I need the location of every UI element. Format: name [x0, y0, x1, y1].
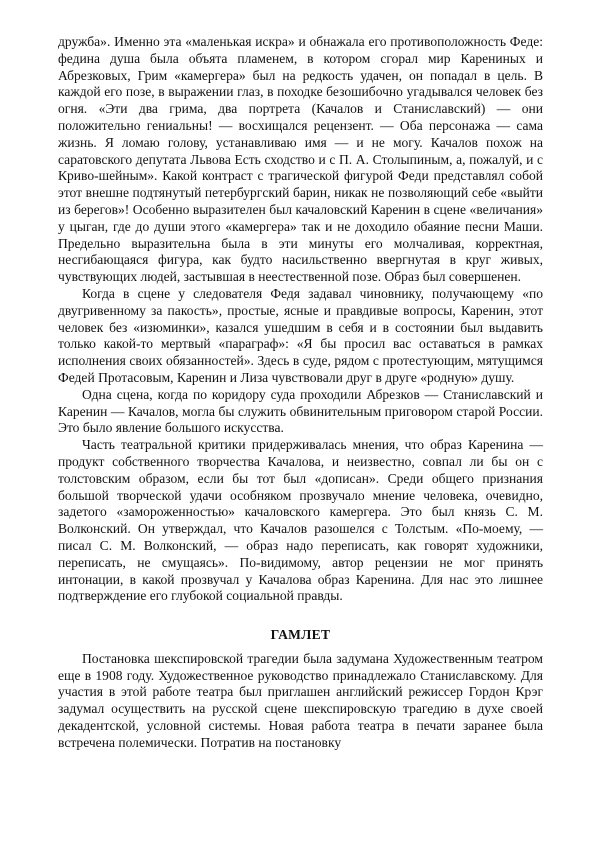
section-title: ГАМЛЕТ [270, 627, 331, 643]
paragraph-criticism: Часть театральной критики придерживалась мнения, что образ Каренина — продукт собственного творчества Качалова, и неизвестно, совпал ли бы он с толстовским образом, если бы тот был «дописан». Среди общего признания большой творческой удачи особняком прозвучало мнение человека, очевидно, задетого «замороженностью» качаловского камергера. Это был князь С. М. Волконский. Он утверждал, что Качалов разошелся с Толстым. «По-моему, — писал С. М. Волконский, — образ надо переписать, как говорят художники, переписать, не смущаясь». По-видимому, автор рецензии не мог принять интонации, в какой прозвучал у Качалова образ Каренина. Для нас это лишнее подтверждение его глубокой социальной правды. [58, 437, 543, 604]
paragraph-hamlet-intro: Постановка шекспировской трагедии была задумана Художественным театром еще в 1908 году. Художественное руководство принадлежало Станиславскому. Для участия в этой работе театра был приглашен английский режиссер Гордон Крэг задумал осуществить на русской сцене шекспировскую трагедию в духе своей декадентской, условной системы. Новая работа театра в печати заранее была встречена полемически. Потратив на постановку [58, 650, 543, 750]
paragraph-corridor-scene: Одна сцена, когда по коридору суда проходили Абрезков — Станиславский и Каренин — Качалов, могла бы служить обвинительным приговором старой России. Это было явление большого искусства. [58, 386, 543, 436]
paragraph-continuation: дружба». Именно эта «маленькая искра» и обнажала его противоположность Феде: федина душа была объята пламенем, в котором сгорал мир Карениных и Абрезковых, Грим «камергера» был на редкость удачен, он попадал в цель. В каждой его позе, в выражении глаз, в походке безошибочно угадывался человек без огня. «Эти два грима, два портрета (Качалов и Станиславский) — они положительно гениальны! — восхищался рецензент. — Оба персонажа — сама жизнь. Я ломаю голову, устанавливаю имя — и не могу. Качалов похож на саратовского депутата Львова Есть сходство и с П. А. Столыпиным, а, пожалуй, и с Криво-шейным». Какой контраст с трагической фигурой Феди представлял собой этот внешне подтянутый петербургский барин, никак не позволяющий себе «выйти из берегов»! Особенно выразителен был качаловский Каренин в сцене «величания» у цыган, где до души этого «камергера» так и не доходило обаяние песни Маши. Предельно выразительна была в эти минуты его молчаливая, корректная, несгибающаяся фигура, как будто насильственно ввергнутая в круг живых, чувствующих людей, застывшая в неестественной позе. Образ был совершенен. [58, 34, 543, 285]
paragraph-investigator-scene: Когда в сцене у следователя Федя задавал чиновнику, получающему «по двугривенному за пакость», простые, ясные и правдивые вопросы, Каренин, этот человек без «изюминки», казался ушедшим в себя и в состоянии был выдавить только какой-то мертвый «параграф»: «Я бы просил вас оставаться в рамках исполнения своих обязанностей». Здесь в суде, рядом с протестующим, мятущимся Федей Протасовым, Каренин и Лиза чувствовали друг в друге «родную» душу. [58, 285, 543, 385]
document-page [58, 34, 543, 752]
